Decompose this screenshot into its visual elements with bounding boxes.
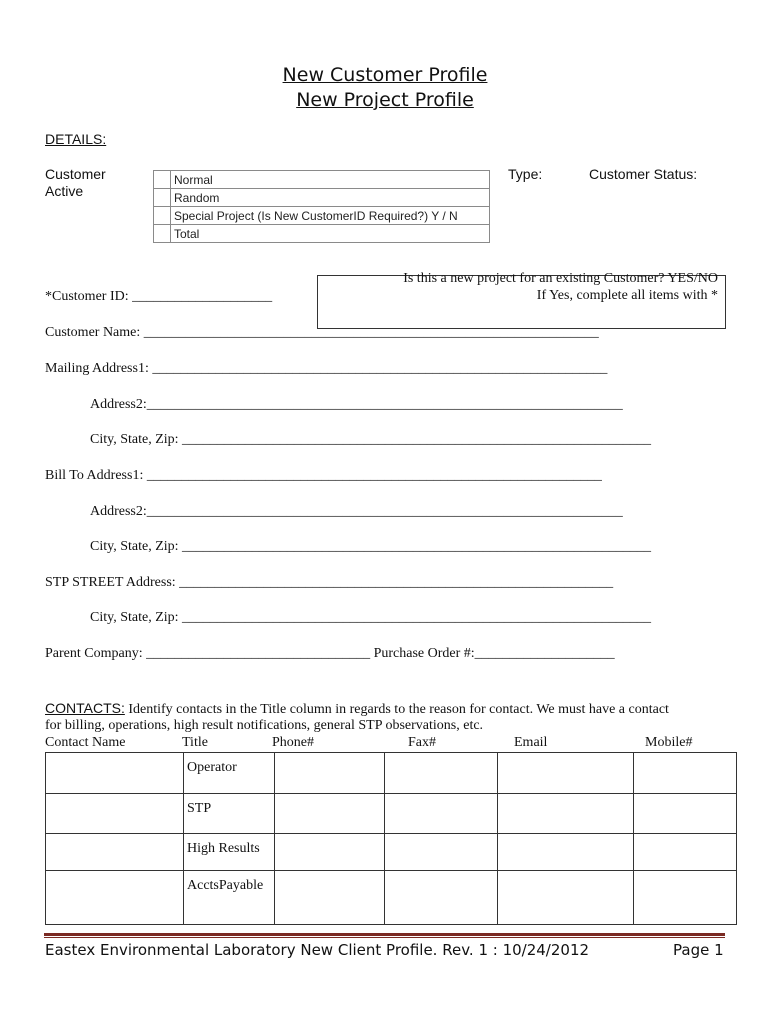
title-text: STP (187, 801, 212, 816)
customer-status-label: Customer Status: (589, 166, 698, 182)
mailing-city-state-zip-field[interactable]: City, State, Zip: ___________________________________________________________________ (90, 432, 652, 447)
form-title: New Customer Profile (282, 64, 488, 86)
type-option-label: Total (171, 225, 490, 243)
phone-cell[interactable] (275, 871, 385, 925)
type-option-label: Normal (171, 171, 490, 189)
phone-cell[interactable] (275, 794, 385, 834)
new-project-box (317, 271, 726, 329)
customer-id-field[interactable]: *Customer ID: ____________________ (45, 289, 273, 304)
stp-city-state-zip-field[interactable]: City, State, Zip: ___________________________________________________________________ (90, 610, 652, 625)
mailing-address2-field[interactable]: Address2:____________________________________________________________________ (90, 397, 623, 412)
parent-company-po-field[interactable]: Parent Company: ________________________________ Purchase Order #:____________________ (45, 646, 615, 661)
footer-divider-thin (44, 937, 725, 938)
type-row-normal[interactable] (154, 171, 490, 189)
form-subtitle: New Project Profile (296, 89, 474, 111)
new-project-instruction: If Yes, complete all items with * (536, 288, 718, 303)
new-project-question: Is this a new project for an existing Customer? YES/NO (403, 271, 718, 286)
contact-name-cell[interactable] (46, 871, 184, 925)
details-heading: DETAILS: (45, 131, 107, 147)
type-row-random[interactable] (154, 189, 490, 207)
table-row (46, 871, 737, 925)
mobile-cell[interactable] (634, 753, 737, 794)
fax-cell[interactable] (385, 794, 498, 834)
column-phone: Phone# (272, 735, 314, 750)
type-label: Type: (508, 166, 543, 182)
column-title: Title (182, 735, 208, 750)
title-cell (184, 794, 275, 834)
special-project-checkbox[interactable] (154, 207, 171, 225)
mailing-address1-field[interactable]: Mailing Address1: _________________________________________________________________ (45, 361, 608, 376)
phone-cell[interactable] (275, 834, 385, 871)
table-row (46, 794, 737, 834)
email-cell[interactable] (498, 753, 634, 794)
fax-cell[interactable] (385, 871, 498, 925)
footer-text: Eastex Environmental Laboratory New Client Profile. Rev. 1 : 10/24/2012 (45, 941, 590, 959)
column-email: Email (514, 735, 548, 750)
email-cell[interactable] (498, 794, 634, 834)
contacts-intro (45, 700, 669, 718)
table-row (46, 753, 737, 794)
page-number: Page 1 (673, 941, 724, 959)
title-cell (184, 834, 275, 871)
mobile-cell[interactable] (634, 834, 737, 871)
contacts-heading: CONTACTS: (45, 700, 125, 716)
contacts-intro-line1: Identify contacts in the Title column in regards to the reason for contact. We must have a contact (124, 702, 669, 717)
title-text: High Results (187, 841, 260, 856)
active-label: Active (45, 183, 84, 199)
contacts-intro-line2: for billing, operations, high result notifications, general STP observations, etc. (45, 718, 484, 733)
type-row-total[interactable] (154, 225, 490, 243)
title-text: Operator (187, 760, 237, 775)
type-row-special-project[interactable] (154, 207, 490, 225)
column-mobile: Mobile# (645, 735, 693, 750)
footer-divider (44, 933, 725, 936)
bill-to-address2-field[interactable]: Address2:____________________________________________________________________ (90, 504, 623, 519)
phone-cell[interactable] (275, 753, 385, 794)
mobile-cell[interactable] (634, 871, 737, 925)
email-cell[interactable] (498, 834, 634, 871)
fax-cell[interactable] (385, 834, 498, 871)
table-row (46, 834, 737, 871)
normal-checkbox[interactable] (154, 171, 171, 189)
title-text: AcctsPayable (187, 878, 264, 893)
fax-cell[interactable] (385, 753, 498, 794)
contact-name-cell[interactable] (46, 753, 184, 794)
type-option-label: Random (171, 189, 490, 207)
contacts-table (45, 752, 737, 925)
customer-label: Customer (45, 166, 106, 182)
random-checkbox[interactable] (154, 189, 171, 207)
column-contact-name: Contact Name (45, 735, 126, 750)
mobile-cell[interactable] (634, 794, 737, 834)
title-cell (184, 871, 275, 925)
contact-name-cell[interactable] (46, 834, 184, 871)
bill-to-city-state-zip-field[interactable]: City, State, Zip: ___________________________________________________________________ (90, 539, 652, 554)
stp-street-address-field[interactable]: STP STREET Address: ______________________________________________________________ (45, 575, 614, 590)
type-option-label: Special Project (Is New CustomerID Required?) Y / N (171, 207, 490, 225)
customer-type-table (153, 170, 490, 243)
email-cell[interactable] (498, 871, 634, 925)
bill-to-address1-field[interactable]: Bill To Address1: _________________________________________________________________ (45, 468, 602, 483)
customer-name-field[interactable]: Customer Name: _________________________________________________________________ (45, 325, 599, 340)
total-checkbox[interactable] (154, 225, 171, 243)
title-cell (184, 753, 275, 794)
contact-name-cell[interactable] (46, 794, 184, 834)
column-fax: Fax# (408, 735, 436, 750)
